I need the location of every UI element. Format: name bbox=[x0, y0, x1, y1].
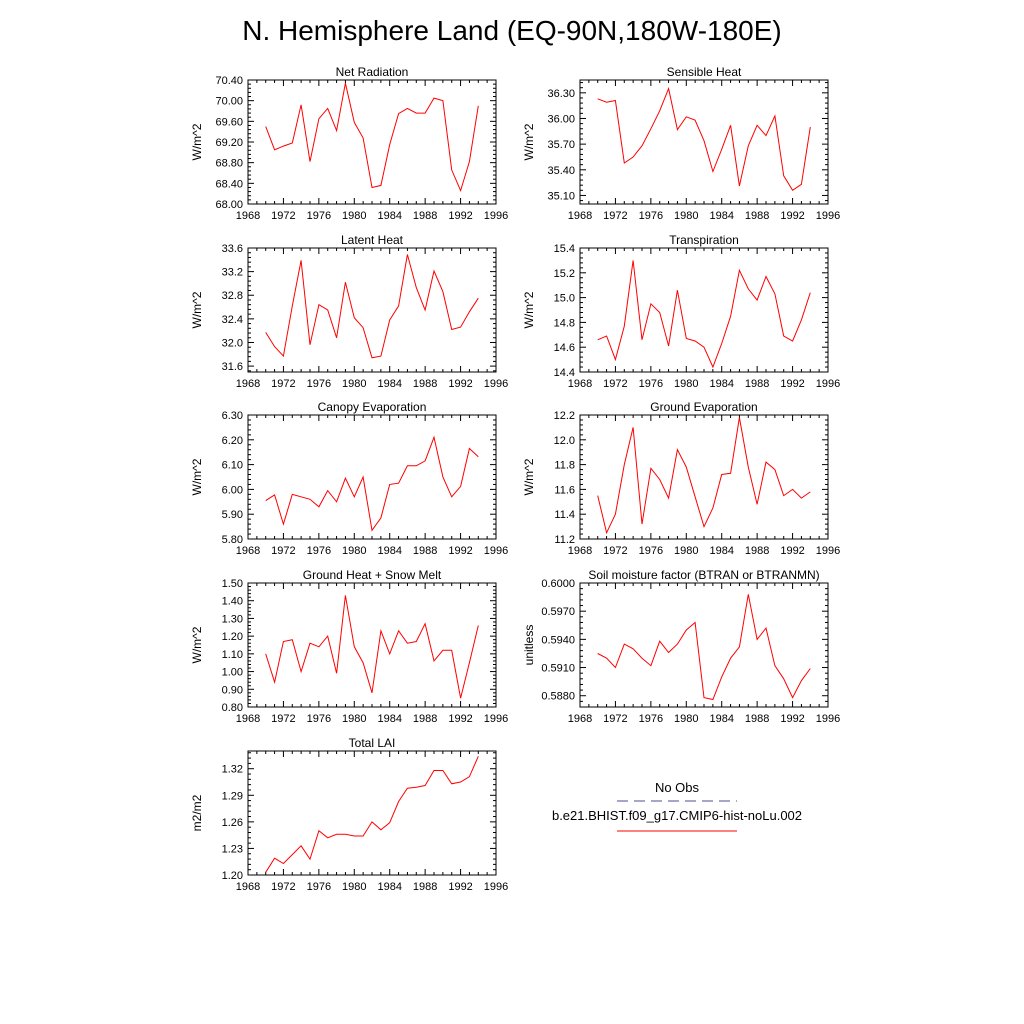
y-axis-label: unitless bbox=[522, 624, 536, 666]
plot-frame bbox=[248, 248, 496, 372]
y-tick-label: 11.2 bbox=[554, 534, 575, 546]
y-tick-label: 35.70 bbox=[547, 139, 575, 152]
y-tick-label: 70.00 bbox=[215, 95, 243, 108]
x-tick-label: 1968 bbox=[567, 545, 593, 557]
x-tick-label: 1980 bbox=[342, 881, 367, 893]
y-tick-label: 0.5970 bbox=[541, 606, 575, 619]
x-tick-label: 1984 bbox=[709, 713, 734, 725]
series-line bbox=[266, 437, 479, 530]
y-tick-label: 1.20 bbox=[221, 631, 243, 644]
figure-title: N. Hemisphere Land (EQ-90N,180W-180E) bbox=[242, 15, 782, 46]
panel-sensible-heat bbox=[522, 65, 840, 222]
y-tick-label: 69.60 bbox=[215, 116, 243, 129]
panel-transpiration bbox=[522, 233, 840, 390]
x-tick-label: 1984 bbox=[377, 545, 402, 557]
x-tick-label: 1996 bbox=[815, 210, 841, 222]
x-tick-label: 1984 bbox=[377, 881, 402, 893]
y-tick-label: 5.80 bbox=[221, 534, 243, 546]
y-tick-label: 15.4 bbox=[553, 243, 575, 255]
y-tick-label: 68.80 bbox=[215, 157, 243, 170]
legend bbox=[552, 780, 802, 831]
x-tick-label: 1980 bbox=[674, 210, 699, 222]
x-tick-label: 1968 bbox=[567, 210, 593, 222]
x-tick-label: 1976 bbox=[638, 210, 664, 222]
series-line bbox=[598, 418, 811, 533]
x-tick-label: 1984 bbox=[709, 545, 734, 557]
y-tick-label: 5.90 bbox=[221, 509, 243, 522]
y-tick-label: 33.6 bbox=[221, 243, 243, 255]
x-tick-label: 1988 bbox=[412, 378, 438, 390]
y-tick-label: 1.26 bbox=[221, 816, 243, 829]
y-tick-label: 1.50 bbox=[221, 578, 243, 590]
x-tick-label: 1996 bbox=[483, 210, 509, 222]
y-tick-label: 1.29 bbox=[221, 790, 243, 803]
y-tick-label: 70.40 bbox=[215, 75, 243, 87]
x-tick-label: 1992 bbox=[448, 210, 473, 222]
x-tick-label: 1992 bbox=[780, 378, 805, 390]
x-tick-label: 1992 bbox=[448, 545, 473, 557]
series-line bbox=[266, 83, 479, 191]
panel-total-lai bbox=[190, 736, 508, 893]
x-tick-label: 1968 bbox=[235, 881, 261, 893]
x-tick-label: 1992 bbox=[780, 210, 805, 222]
y-axis-label: W/m^2 bbox=[190, 626, 204, 664]
x-tick-label: 1968 bbox=[235, 713, 261, 725]
x-tick-label: 1988 bbox=[412, 713, 438, 725]
panel-latent-heat bbox=[190, 233, 508, 390]
y-tick-label: 0.5910 bbox=[541, 662, 575, 675]
panel-title: Sensible Heat bbox=[666, 65, 742, 79]
y-tick-label: 6.30 bbox=[221, 410, 243, 422]
y-tick-label: 0.6000 bbox=[541, 578, 575, 590]
plot-frame bbox=[248, 751, 496, 875]
y-tick-label: 33.2 bbox=[221, 266, 243, 279]
x-tick-label: 1980 bbox=[674, 378, 699, 390]
y-tick-label: 35.10 bbox=[547, 190, 575, 203]
x-tick-label: 1996 bbox=[483, 881, 509, 893]
panel-title: Ground Heat + Snow Melt bbox=[302, 568, 442, 582]
panels bbox=[190, 65, 840, 893]
legend-obs-label: No Obs bbox=[654, 780, 700, 795]
y-tick-label: 1.32 bbox=[221, 763, 243, 776]
panel-soil-moisture-factor-btran-or-btranmn bbox=[522, 568, 840, 725]
x-tick-label: 1972 bbox=[271, 378, 296, 390]
y-axis-label: W/m^2 bbox=[522, 291, 536, 329]
x-tick-label: 1992 bbox=[448, 881, 473, 893]
x-tick-label: 1988 bbox=[744, 378, 770, 390]
y-tick-label: 11.4 bbox=[554, 509, 575, 522]
x-tick-label: 1968 bbox=[235, 210, 261, 222]
panel-net-radiation bbox=[190, 65, 508, 222]
panel-title: Net Radiation bbox=[335, 65, 409, 79]
x-tick-label: 1976 bbox=[306, 881, 332, 893]
y-tick-label: 31.6 bbox=[221, 361, 243, 374]
x-tick-label: 1988 bbox=[412, 881, 438, 893]
panel-title: Ground Evaporation bbox=[650, 400, 758, 414]
y-tick-label: 1.20 bbox=[221, 870, 243, 882]
y-tick-label: 36.00 bbox=[547, 113, 575, 126]
x-tick-label: 1984 bbox=[377, 713, 402, 725]
y-tick-label: 14.4 bbox=[553, 367, 575, 379]
x-tick-label: 1980 bbox=[674, 545, 699, 557]
y-tick-label: 15.0 bbox=[553, 292, 575, 305]
panel-title: Transpiration bbox=[669, 233, 739, 247]
series-line bbox=[266, 756, 479, 872]
x-tick-label: 1976 bbox=[306, 713, 332, 725]
x-tick-label: 1996 bbox=[815, 545, 841, 557]
y-tick-label: 14.6 bbox=[553, 342, 575, 355]
y-tick-label: 12.0 bbox=[553, 434, 575, 447]
panel-title: Total LAI bbox=[348, 736, 396, 750]
x-tick-label: 1972 bbox=[603, 378, 628, 390]
y-tick-label: 0.90 bbox=[221, 684, 243, 697]
x-tick-label: 1972 bbox=[603, 713, 628, 725]
x-tick-label: 1968 bbox=[235, 545, 261, 557]
y-tick-label: 32.8 bbox=[221, 290, 243, 303]
legend-model-label: b.e21.BHIST.f09_g17.CMIP6-hist-noLu.002 bbox=[551, 808, 803, 823]
x-tick-label: 1976 bbox=[306, 378, 332, 390]
x-tick-label: 1988 bbox=[744, 713, 770, 725]
x-tick-label: 1984 bbox=[709, 378, 734, 390]
y-axis-label: W/m^2 bbox=[522, 458, 536, 496]
series-line bbox=[598, 89, 811, 191]
y-tick-label: 36.30 bbox=[547, 87, 575, 100]
x-tick-label: 1968 bbox=[567, 713, 593, 725]
x-tick-label: 1984 bbox=[377, 378, 402, 390]
x-tick-label: 1992 bbox=[780, 545, 805, 557]
y-tick-label: 1.40 bbox=[221, 595, 243, 608]
y-tick-label: 32.0 bbox=[221, 337, 243, 350]
y-tick-label: 1.30 bbox=[221, 613, 243, 626]
y-axis-label: m2/m2 bbox=[190, 794, 204, 832]
x-tick-label: 1976 bbox=[638, 545, 664, 557]
x-tick-label: 1996 bbox=[815, 713, 841, 725]
series-line bbox=[598, 594, 811, 699]
y-tick-label: 6.00 bbox=[221, 484, 243, 497]
y-tick-label: 69.20 bbox=[215, 137, 243, 149]
x-tick-label: 1988 bbox=[744, 210, 770, 222]
x-tick-label: 1980 bbox=[342, 713, 367, 725]
x-tick-label: 1996 bbox=[483, 545, 509, 557]
y-axis-label: W/m^2 bbox=[522, 123, 536, 161]
x-tick-label: 1972 bbox=[271, 210, 296, 222]
x-tick-label: 1996 bbox=[815, 378, 841, 390]
y-tick-label: 35.40 bbox=[547, 164, 575, 177]
y-tick-label: 15.2 bbox=[553, 267, 575, 280]
y-axis-label: W/m^2 bbox=[190, 458, 204, 496]
x-tick-label: 1976 bbox=[638, 713, 664, 725]
x-tick-label: 1988 bbox=[412, 210, 438, 222]
x-tick-label: 1980 bbox=[342, 545, 367, 557]
panel-ground-evaporation bbox=[522, 400, 840, 557]
plot-frame bbox=[580, 583, 828, 707]
plot-frame bbox=[248, 415, 496, 539]
x-tick-label: 1980 bbox=[674, 713, 699, 725]
x-tick-label: 1968 bbox=[567, 378, 593, 390]
x-tick-label: 1980 bbox=[342, 210, 367, 222]
panel-title: Soil moisture factor (BTRAN or BTRANMN) bbox=[588, 568, 820, 582]
y-tick-label: 0.80 bbox=[221, 702, 243, 714]
x-tick-label: 1972 bbox=[271, 545, 296, 557]
x-tick-label: 1992 bbox=[448, 378, 473, 390]
panel-ground-heat-snow-melt bbox=[190, 568, 508, 725]
y-tick-label: 68.40 bbox=[215, 178, 243, 191]
y-tick-label: 0.5880 bbox=[541, 690, 575, 703]
x-tick-label: 1988 bbox=[412, 545, 438, 557]
x-tick-label: 1984 bbox=[377, 210, 402, 222]
series-line bbox=[598, 260, 811, 367]
panel-title: Canopy Evaporation bbox=[317, 400, 427, 414]
x-tick-label: 1972 bbox=[603, 210, 628, 222]
x-tick-label: 1972 bbox=[271, 713, 296, 725]
x-tick-label: 1972 bbox=[271, 881, 296, 893]
y-tick-label: 68.00 bbox=[215, 199, 243, 211]
y-tick-label: 6.20 bbox=[221, 434, 243, 447]
plot-frame bbox=[580, 415, 828, 539]
x-tick-label: 1980 bbox=[342, 378, 367, 390]
y-tick-label: 32.4 bbox=[221, 313, 243, 326]
series-line bbox=[266, 255, 479, 358]
series-line bbox=[266, 595, 479, 698]
y-axis-label: W/m^2 bbox=[190, 291, 204, 329]
x-tick-label: 1988 bbox=[744, 545, 770, 557]
x-tick-label: 1976 bbox=[306, 210, 332, 222]
x-tick-label: 1984 bbox=[709, 210, 734, 222]
x-tick-label: 1972 bbox=[603, 545, 628, 557]
panel-title: Latent Heat bbox=[340, 233, 404, 247]
x-tick-label: 1976 bbox=[638, 378, 664, 390]
y-tick-label: 12.2 bbox=[553, 410, 575, 422]
panel-canopy-evaporation bbox=[190, 400, 508, 557]
y-tick-label: 14.8 bbox=[553, 317, 575, 330]
y-tick-label: 1.10 bbox=[221, 648, 243, 661]
y-tick-label: 1.23 bbox=[221, 843, 243, 856]
x-tick-label: 1976 bbox=[306, 545, 332, 557]
y-tick-label: 6.10 bbox=[221, 459, 243, 472]
x-tick-label: 1968 bbox=[235, 378, 261, 390]
y-tick-label: 11.6 bbox=[554, 484, 575, 497]
x-tick-label: 1992 bbox=[448, 713, 473, 725]
y-tick-label: 0.5940 bbox=[541, 634, 575, 647]
y-axis-label: W/m^2 bbox=[190, 123, 204, 161]
x-tick-label: 1996 bbox=[483, 378, 509, 390]
y-tick-label: 1.00 bbox=[221, 666, 243, 679]
x-tick-label: 1996 bbox=[483, 713, 509, 725]
y-tick-label: 11.8 bbox=[554, 459, 575, 472]
x-tick-label: 1992 bbox=[780, 713, 805, 725]
